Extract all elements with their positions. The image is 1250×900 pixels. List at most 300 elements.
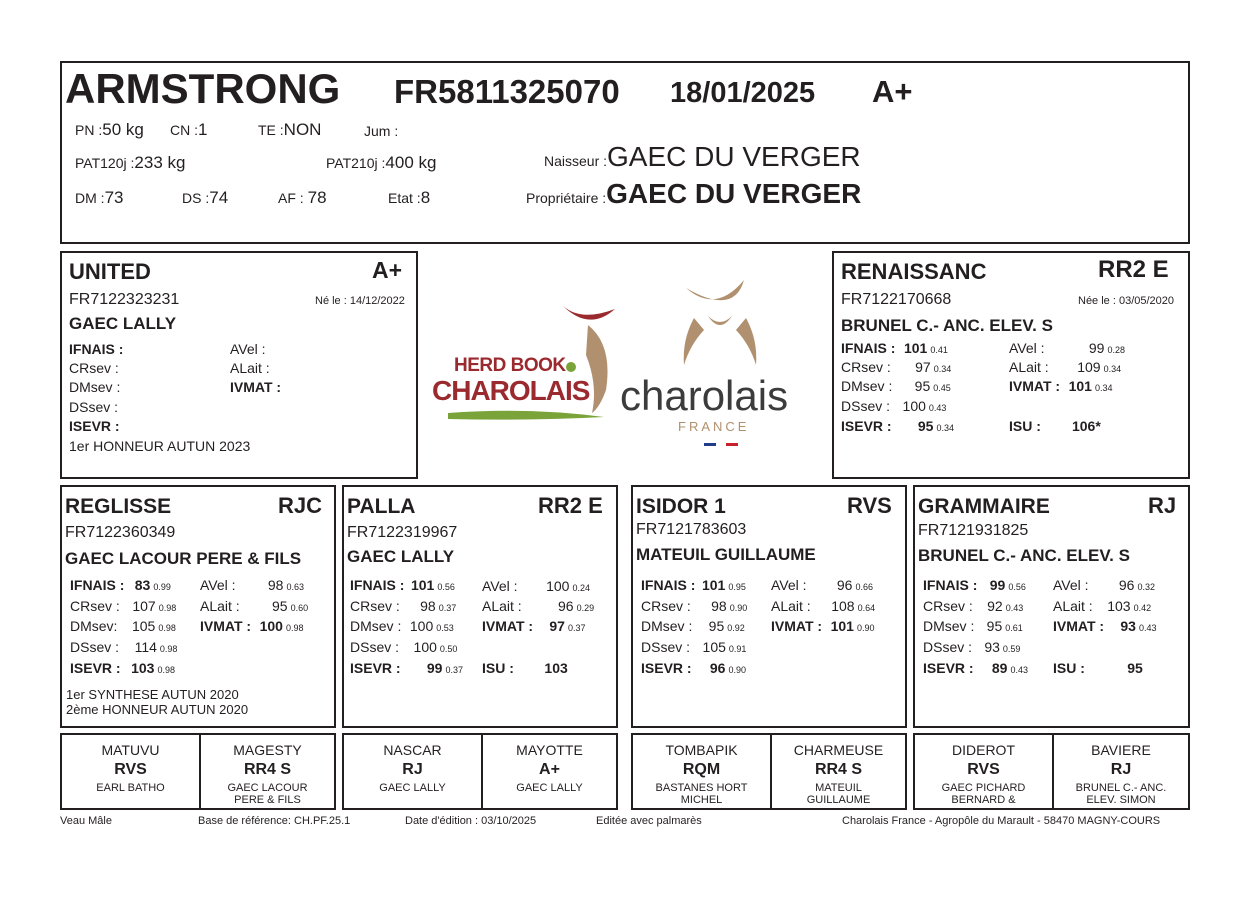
- sire-award: 1er HONNEUR AUTUN 2023: [69, 438, 251, 454]
- gp-ifnais: [923, 577, 1026, 593]
- great-grandparents-group-1: [60, 733, 336, 810]
- gp-ivmat-rel: 0.37: [567, 623, 586, 633]
- gp-alait-rel: 0.29: [576, 603, 595, 613]
- gp-alait: [1053, 598, 1151, 614]
- animal-name: ARMSTRONG: [65, 65, 341, 112]
- gp-crsev: [70, 598, 176, 614]
- sire-breeder: GAEC LALLY: [69, 314, 177, 333]
- gp-ivmat: [1053, 618, 1157, 634]
- dam-dssev-label: DSsev :: [841, 398, 891, 414]
- gp-isevr-label: ISEVR :: [70, 660, 121, 676]
- gp-ifnais-value: 83: [134, 577, 151, 593]
- gp-id: FR7121931825: [918, 522, 1029, 539]
- gp-dmsev: [641, 618, 745, 634]
- etat-value: 8: [420, 188, 431, 207]
- ggp-name: NASCAR: [383, 742, 442, 758]
- sire-ifnais-label: IFNAIS :: [69, 341, 124, 357]
- te-value: NON: [283, 120, 322, 139]
- ggp-owner: EARL BATHO: [96, 782, 165, 794]
- dam-isevr-label: ISEVR :: [841, 418, 892, 434]
- gp-isu-label: ISU :: [482, 660, 514, 676]
- dam-ifnais-rel: 0.41: [930, 345, 948, 355]
- flag-red-stripe: [726, 443, 738, 446]
- gp-crsev-label: CRsev :: [70, 598, 120, 614]
- gp-avel: [771, 577, 873, 593]
- ggp-owner-line2: GUILLAUME: [806, 794, 871, 806]
- gp-dmsev: [923, 618, 1023, 634]
- dam-ifnais-label: IFNAIS :: [841, 340, 896, 356]
- gp-alait-value: 108: [831, 598, 855, 614]
- proprietaire-field: [526, 178, 861, 210]
- footer-organisation: Charolais France - Agropôle du Marault - 58470 MAGNY-COURS: [842, 815, 1161, 827]
- gp-dmsev-rel: 0.53: [436, 623, 454, 633]
- gp-ivmat: [771, 618, 875, 634]
- gp-dmsev-rel: 0.61: [1005, 623, 1023, 633]
- te-field: [258, 120, 321, 140]
- ds-field: [182, 188, 228, 208]
- af-value: 78: [307, 188, 327, 207]
- gp-avel: [200, 577, 304, 593]
- gp-isevr-label: ISEVR :: [350, 660, 401, 676]
- gp-dmsev-value: 95: [708, 618, 725, 634]
- dam-ivmat-rel: 0.34: [1094, 383, 1113, 393]
- ggp-owner-line2: PERE & FILS: [234, 794, 301, 806]
- gp-avel: [1053, 577, 1155, 593]
- dm-label: DM :: [75, 190, 105, 206]
- sire-ivmat-label: IVMAT :: [230, 379, 282, 395]
- proprietaire-value: GAEC DU VERGER: [606, 178, 862, 209]
- etat-label: Etat :: [388, 190, 421, 206]
- sire-birth-date: Né le : 14/12/2022: [315, 295, 405, 307]
- pn-value: 50 kg: [102, 120, 144, 139]
- dam-ivmat-value: 101: [1068, 378, 1092, 394]
- gp-ifnais-label: IFNAIS :: [70, 577, 125, 593]
- gp-ifnais-value: 101: [410, 577, 435, 593]
- sire-id: FR7122323231: [69, 291, 180, 308]
- gp-dmsev-label: DMsev :: [350, 618, 402, 634]
- gp-dssev-value: 105: [702, 639, 726, 655]
- gp-ifnais: [70, 577, 171, 593]
- af-label: AF :: [278, 190, 304, 206]
- ggp-owner: BRUNEL C.- ANC.: [1075, 782, 1167, 794]
- gp-dssev-value: 93: [984, 639, 1000, 655]
- gp-crsev-rel: 0.37: [438, 603, 457, 613]
- dam-grade: RR2 E: [1098, 256, 1169, 283]
- gp-dssev: [70, 639, 177, 655]
- gp-crsev: [350, 598, 456, 614]
- gp-crsev-value: 92: [987, 598, 1003, 614]
- ggp-cell: [344, 735, 483, 808]
- af-field: [278, 188, 327, 208]
- gp-isevr-value: 103: [131, 660, 155, 676]
- gp-dssev-rel: 0.91: [728, 644, 747, 654]
- gp-ifnais-rel: 0.99: [153, 582, 171, 592]
- gp-isevr-rel: 0.90: [728, 665, 746, 675]
- te-label: TE :: [258, 122, 284, 138]
- gp-alait: [200, 598, 308, 614]
- gp-award-2: 2ème HONNEUR AUTUN 2020: [66, 702, 249, 717]
- gp-avel-rel: 0.24: [572, 583, 590, 593]
- dam-ivmat: [1009, 378, 1113, 394]
- gp-ifnais-label: IFNAIS :: [350, 577, 405, 593]
- gp-ivmat: [482, 618, 586, 634]
- gp-award-1: 1er SYNTHESE AUTUN 2020: [66, 687, 239, 702]
- gp-dssev: [641, 639, 746, 655]
- gp-grade: RR2 E: [538, 493, 603, 518]
- gp-alait: [771, 598, 875, 614]
- great-grandparents-group-2: [342, 733, 618, 810]
- sire-avel-label: AVel :: [230, 341, 266, 357]
- gp-dssev-label: DSsev :: [350, 639, 400, 655]
- dam-id: FR7122170668: [841, 291, 952, 308]
- dam-dssev-rel: 0.43: [928, 403, 947, 413]
- charolais-wordmark: charolais: [620, 372, 789, 419]
- footer-base: Base de référence: CH.PF.25.1: [198, 815, 351, 827]
- dam-box: [832, 251, 1190, 479]
- gp-isevr: [641, 660, 746, 676]
- gp-avel-value: 100: [546, 578, 570, 594]
- gp-ifnais-rel: 0.56: [437, 582, 455, 592]
- ggp-name: MAYOTTE: [516, 742, 583, 758]
- gp-alait-label: ALait :: [482, 598, 522, 614]
- dam-isevr-value: 95: [917, 418, 934, 434]
- sire-dmsev-label: DMsev :: [69, 379, 121, 395]
- gp-alait-label: ALait :: [771, 598, 811, 614]
- herd-book-charolais-logo: [428, 295, 628, 430]
- cn-label: CN :: [170, 122, 198, 138]
- gp-dmsev-value: 105: [131, 618, 156, 634]
- footer-sex: Veau Mâle: [60, 815, 112, 827]
- ggp-owner: GAEC PICHARD: [941, 782, 1026, 794]
- dam-isu: [1009, 418, 1101, 434]
- gp-avel: [482, 578, 590, 594]
- gp-avel-rel: 0.66: [855, 582, 873, 592]
- dam-crsev: [841, 359, 951, 375]
- gp-isevr-rel: 0.43: [1010, 665, 1028, 675]
- sire-name: UNITED: [69, 259, 151, 284]
- dam-ivmat-label: IVMAT :: [1009, 378, 1061, 394]
- jum-label: Jum :: [364, 123, 399, 139]
- ggp-name: MATUVU: [101, 742, 160, 758]
- gp-avel-value: 98: [267, 577, 284, 593]
- footer-palmares: Editée avec palmarès: [596, 815, 702, 827]
- charolais-france-logo: [616, 280, 826, 455]
- grandparent-box-palla: [342, 485, 618, 728]
- ggp-cotation: RR4 S: [243, 761, 292, 778]
- dm-value: 73: [104, 188, 124, 207]
- proprietaire-label: Propriétaire :: [526, 190, 607, 206]
- sire-alait-label: ALait :: [230, 360, 270, 376]
- animal-date: 18/01/2025: [670, 77, 816, 109]
- ggp-name: BAVIERE: [1091, 742, 1151, 758]
- gp-id: FR7122319967: [347, 524, 458, 541]
- gp-isu: [1053, 660, 1143, 676]
- gp-ifnais: [350, 577, 455, 593]
- gp-crsev-value: 107: [132, 598, 156, 614]
- dam-crsev-label: CRsev :: [841, 359, 891, 375]
- ggp-owner: GAEC LACOUR: [227, 782, 308, 794]
- gp-name: ISIDOR 1: [636, 495, 726, 518]
- pat120-label: PAT120j :: [75, 155, 135, 171]
- pat210-label: PAT210j :: [326, 155, 386, 171]
- dam-ifnais: [841, 340, 948, 356]
- gp-alait-rel: 0.64: [857, 603, 876, 613]
- ggp-cell: [915, 735, 1054, 808]
- ggp-name: DIDEROT: [952, 742, 1015, 758]
- dam-crsev-rel: 0.34: [933, 364, 952, 374]
- gp-dssev-value: 114: [134, 639, 157, 655]
- ggp-owner-line2: ELEV. SIMON: [1086, 794, 1156, 806]
- dam-isu-label: ISU :: [1009, 418, 1041, 434]
- ggp-cotation: RR4 S: [814, 761, 863, 778]
- gp-grade: RJC: [278, 493, 323, 518]
- gp-dssev-label: DSsev :: [641, 639, 691, 655]
- gp-ivmat-label: IVMAT :: [1053, 618, 1105, 634]
- herd-book-dot-icon: [566, 362, 576, 372]
- dam-avel-value: 99: [1088, 340, 1105, 356]
- gp-crsev-value: 98: [420, 598, 436, 614]
- gp-grade: RVS: [847, 493, 892, 518]
- ggp-owner: BASTANES HORT: [655, 782, 748, 794]
- gp-dssev-rel: 0.59: [1002, 644, 1021, 654]
- gp-crsev: [641, 598, 747, 614]
- gp-isu-value: 103: [544, 660, 568, 676]
- gp-alait-label: ALait :: [200, 598, 240, 614]
- gp-ivmat-label: IVMAT :: [771, 618, 823, 634]
- dam-dssev: [841, 398, 946, 414]
- great-grandparents-group-3: [631, 733, 907, 810]
- gp-isevr-value: 89: [991, 660, 1008, 676]
- gp-ivmat-label: IVMAT :: [200, 618, 252, 634]
- cn-field: [170, 120, 207, 140]
- gp-isevr-label: ISEVR :: [923, 660, 974, 676]
- ggp-cotation: A+: [539, 761, 560, 778]
- sire-box: [60, 251, 418, 479]
- ggp-cotation: RJ: [402, 761, 423, 778]
- ggp-cell: [201, 735, 334, 808]
- grandparent-box-reglisse: [60, 485, 336, 728]
- gp-ivmat: [200, 618, 304, 634]
- dam-dssev-value: 100: [902, 398, 926, 414]
- gp-ifnais-label: IFNAIS :: [923, 577, 978, 593]
- gp-alait-value: 96: [558, 598, 574, 614]
- charolais-horns-icon: [616, 280, 826, 380]
- gp-ifnais-rel: 0.56: [1008, 582, 1026, 592]
- gp-name: PALLA: [347, 495, 416, 518]
- dam-alait: [1009, 359, 1121, 375]
- gp-grade: RJ: [1148, 493, 1177, 518]
- dam-isu-value: 106*: [1071, 418, 1101, 434]
- gp-isevr: [923, 660, 1028, 676]
- gp-name: GRAMMAIRE: [918, 495, 1050, 518]
- naisseur-value: GAEC DU VERGER: [607, 141, 861, 172]
- pn-field: [75, 120, 144, 140]
- france-wordmark: FRANCE: [678, 419, 750, 434]
- dam-avel-label: AVel :: [1009, 340, 1045, 356]
- gp-dmsev: [350, 618, 454, 634]
- gp-isu-value: 95: [1127, 660, 1143, 676]
- dam-crsev-value: 97: [915, 359, 931, 375]
- ggp-name: MAGESTY: [233, 742, 302, 758]
- gp-dssev-rel: 0.98: [159, 644, 178, 654]
- gp-breeder: MATEUIL GUILLAUME: [636, 545, 816, 564]
- ds-label: DS :: [182, 190, 210, 206]
- gp-alait: [482, 598, 594, 614]
- gp-isevr-rel: 0.37: [445, 665, 463, 675]
- great-grandparents-group-4: [913, 733, 1190, 810]
- gp-crsev-label: CRsev :: [923, 598, 973, 614]
- gp-isu-label: ISU :: [1053, 660, 1085, 676]
- grandparent-box-isidor: [631, 485, 907, 728]
- dam-dmsev-label: DMsev :: [841, 378, 893, 394]
- ggp-cell: [483, 735, 616, 808]
- ggp-owner: GAEC LALLY: [516, 782, 583, 794]
- ggp-cotation: RQM: [682, 761, 721, 778]
- gp-crsev-label: CRsev :: [641, 598, 691, 614]
- pn-label: PN :: [75, 122, 103, 138]
- gp-ivmat-rel: 0.43: [1138, 623, 1157, 633]
- gp-isevr-rel: 0.98: [157, 665, 175, 675]
- gp-name: REGLISSE: [65, 495, 172, 518]
- animal-grade: A+: [872, 74, 913, 109]
- dm-field: [75, 188, 123, 208]
- dam-alait-label: ALait :: [1009, 359, 1049, 375]
- gp-id: FR7122360349: [65, 524, 176, 541]
- gp-ifnais-value: 99: [989, 577, 1006, 593]
- gp-dmsev-label: DMsev :: [923, 618, 975, 634]
- gp-avel-label: AVel :: [1053, 577, 1089, 593]
- gp-dmsev-rel: 0.92: [727, 623, 745, 633]
- gp-dmsev-label: DMsev:: [70, 618, 118, 634]
- dam-name: RENAISSANC: [841, 259, 987, 284]
- ggp-cotation: RJ: [1110, 761, 1132, 778]
- gp-breeder: GAEC LACOUR PERE & FILS: [65, 549, 302, 568]
- animal-header-box: [60, 61, 1190, 244]
- gp-ifnais: [641, 577, 746, 593]
- gp-dmsev-value: 100: [409, 618, 434, 634]
- animal-id: FR5811325070: [394, 73, 620, 110]
- ggp-cotation: RVS: [967, 761, 1000, 778]
- gp-dmsev-rel: 0.98: [158, 623, 176, 633]
- sire-isevr-label: ISEVR :: [69, 418, 120, 434]
- gp-crsev-label: CRsev :: [350, 598, 400, 614]
- gp-ivmat-value: 100: [259, 618, 283, 634]
- gp-dssev: [350, 639, 457, 655]
- sire-grade: A+: [372, 257, 403, 283]
- gp-dssev-label: DSsev :: [70, 639, 120, 655]
- gp-crsev: [923, 598, 1023, 614]
- gp-breeder: GAEC LALLY: [347, 547, 455, 566]
- gp-dssev-value: 100: [413, 639, 437, 655]
- ggp-cell: [772, 735, 905, 808]
- gp-alait-value: 103: [1107, 598, 1131, 614]
- gp-dssev: [923, 639, 1020, 655]
- pat120-value: 233 kg: [134, 153, 186, 172]
- gp-ifnais-rel: 0.95: [728, 582, 746, 592]
- gp-avel-value: 96: [836, 577, 853, 593]
- dam-dmsev-rel: 0.45: [933, 383, 951, 393]
- ggp-owner: MATEUIL: [815, 782, 862, 794]
- gp-isevr: [70, 660, 175, 676]
- gp-breeder: BRUNEL C.- ANC. ELEV. S: [918, 546, 1130, 565]
- gp-ivmat-rel: 0.98: [285, 623, 304, 633]
- gp-avel-value: 96: [1118, 577, 1135, 593]
- dam-birth-date: Née le : 03/05/2020: [1078, 295, 1175, 307]
- gp-dmsev: [70, 618, 176, 634]
- dam-avel: [1009, 340, 1125, 356]
- ggp-cell: [633, 735, 772, 808]
- gp-crsev-rel: 0.43: [1005, 603, 1024, 613]
- gp-avel-rel: 0.32: [1137, 582, 1155, 592]
- dam-dmsev: [841, 378, 951, 394]
- gp-ivmat-value: 93: [1120, 618, 1136, 634]
- etat-field: [388, 188, 430, 208]
- gp-crsev-rel: 0.98: [158, 603, 177, 613]
- naisseur-label: Naisseur :: [544, 153, 608, 169]
- ds-value: 74: [209, 188, 229, 207]
- gp-dssev-rel: 0.50: [439, 644, 458, 654]
- ggp-cotation: RVS: [114, 761, 147, 778]
- gp-crsev-rel: 0.90: [729, 603, 748, 613]
- dam-alait-value: 109: [1077, 359, 1101, 375]
- pat120-field: [75, 153, 185, 173]
- dam-breeder: BRUNEL C.- ANC. ELEV. S: [841, 316, 1053, 335]
- pat210-value: 400 kg: [385, 153, 437, 172]
- gp-ivmat-label: IVMAT :: [482, 618, 534, 634]
- dam-isevr-rel: 0.34: [936, 423, 954, 433]
- flag-blue-stripe: [704, 443, 716, 446]
- herd-book-line1: HERD BOOK: [454, 355, 566, 376]
- gp-dmsev-value: 95: [986, 618, 1003, 634]
- ggp-name: TOMBAPIK: [665, 742, 738, 758]
- dam-alait-rel: 0.34: [1103, 364, 1122, 374]
- dam-dmsev-value: 95: [914, 378, 931, 394]
- gp-ivmat-value: 101: [830, 618, 854, 634]
- dam-ifnais-value: 101: [903, 340, 928, 356]
- pat210-field: [326, 153, 436, 173]
- gp-isevr-label: ISEVR :: [641, 660, 692, 676]
- gp-ivmat-rel: 0.90: [856, 623, 875, 633]
- gp-avel-label: AVel :: [482, 578, 518, 594]
- gp-alait-label: ALait :: [1053, 598, 1093, 614]
- grandparent-box-grammaire: [913, 485, 1190, 728]
- gp-isu: [482, 660, 568, 676]
- sire-crsev-label: CRsev :: [69, 360, 119, 376]
- ggp-owner: GAEC LALLY: [379, 782, 446, 794]
- gp-isevr-value: 96: [709, 660, 726, 676]
- gp-dssev-label: DSsev :: [923, 639, 973, 655]
- footer-edition-date: Date d'édition : 03/10/2025: [405, 815, 537, 827]
- dam-avel-rel: 0.28: [1107, 345, 1125, 355]
- ggp-name: CHARMEUSE: [793, 742, 884, 758]
- ggp-cell: [62, 735, 201, 808]
- ggp-cell: [1054, 735, 1188, 808]
- gp-dmsev-label: DMsev :: [641, 618, 693, 634]
- gp-ifnais-label: IFNAIS :: [641, 577, 696, 593]
- herd-book-line2: CHAROLAIS: [432, 375, 590, 406]
- gp-crsev-value: 98: [711, 598, 727, 614]
- gp-alait-rel: 0.42: [1133, 603, 1152, 613]
- dam-isevr: [841, 418, 954, 434]
- gp-alait-rel: 0.60: [290, 603, 309, 613]
- gp-avel-label: AVel :: [200, 577, 236, 593]
- gp-alait-value: 95: [272, 598, 288, 614]
- ggp-owner-line2: BERNARD &: [951, 794, 1016, 806]
- naisseur-field: [544, 141, 861, 173]
- gp-ifnais-value: 101: [701, 577, 726, 593]
- gp-isevr-value: 99: [426, 660, 443, 676]
- ggp-owner-line2: MICHEL: [680, 794, 723, 806]
